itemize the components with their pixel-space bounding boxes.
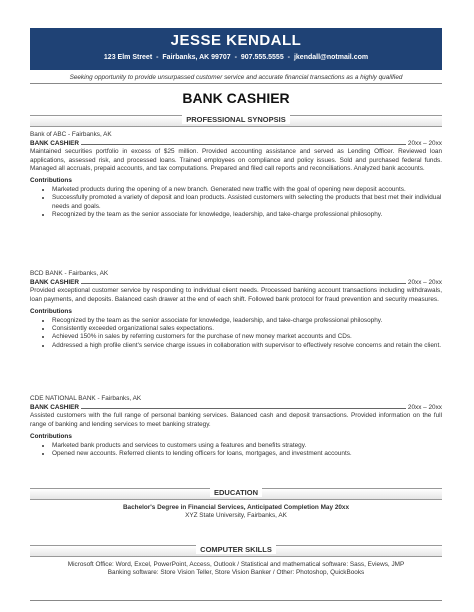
- dotted-leader: [81, 278, 406, 284]
- role-row: [30, 139, 442, 148]
- education-block: [30, 504, 442, 520]
- job-summary: Maintained securities portfolio in excess of $25 million. Provided accounting assistance and served as Lending Officer. Reviewed loan applications, assessed risk, and processed loans. Trained employees on compliance and policy issues. Sold and purchased federal funds. Managed all accruals, prepaid accounts, and tax computations. Prepared and filed call reports and reconciliations. Analyzed bank accounts.: [30, 148, 442, 172]
- resume-header: [30, 28, 442, 70]
- contributions-label: Contributions: [30, 432, 72, 440]
- contact-email: jkendall@notmail.com: [293, 54, 369, 61]
- role-title: BANK CASHIER: [30, 279, 79, 287]
- role-title: BANK CASHIER: [30, 404, 79, 412]
- section-heading-synopsis: PROFESSIONAL SYNOPSIS: [30, 115, 442, 124]
- objective-statement: Seeking opportunity to provide unsurpassed customer service and accurate financial transactions as a highly qualified: [69, 74, 403, 81]
- candidate-name: JESSE KENDALL: [170, 32, 302, 49]
- degree: Bachelor's Degree in Financial Services, Anticipated Completion May 20xx: [122, 504, 350, 511]
- contact-phone: 907.555.5555: [240, 54, 284, 61]
- contact-city: Fairbanks, AK 99707: [162, 54, 231, 61]
- role-row: [30, 278, 442, 287]
- contact-address: 123 Elm Street: [103, 54, 153, 61]
- list-item: • Achieved 150% in sales by referring customers for the purchase of new money market accounts and CDs.: [52, 333, 442, 341]
- employment-dates: 20xx – 20xx: [407, 279, 442, 287]
- job-summary: Provided exceptional customer service by responding to individual client needs. Processed banking account transactions including withdrawals, loan payments, and deposits. Balanced cash drawer at the end of each shift. Followed bank protocol for fraud prevention and security measures.: [30, 287, 442, 303]
- contributions-list: [30, 442, 442, 458]
- divider: [30, 600, 442, 601]
- contact-separator: -: [234, 54, 237, 61]
- employer-name: Bank of ABC - Fairbanks, AK: [30, 131, 112, 138]
- job-entry: [30, 270, 442, 350]
- school: XYZ State University, Fairbanks, AK: [185, 512, 287, 520]
- role-row: [30, 403, 442, 412]
- list-item: • Marketed products during the opening of a new branch. Generated new traffic with the goal of opening new deposit accounts.: [52, 186, 442, 194]
- job-entry: [30, 395, 442, 458]
- section-heading-education: EDUCATION: [30, 488, 442, 497]
- list-item: • Addressed a high profile client's service charge issues in collaboration with supervisor to effectively resolve concerns and retain the client.: [52, 342, 442, 350]
- contributions-list: [30, 186, 442, 219]
- job-entry: [30, 131, 442, 219]
- job-summary: Assisted customers with the full range of personal banking services. Balanced cash and deposit transactions. Provided information on the full range of banking and lending services to meet banking strategy.: [30, 412, 442, 428]
- list-item: • Recognized by the team as the senior associate for knowledge, leadership, and take-charge professional philosophy.: [52, 317, 442, 325]
- employment-dates: 20xx – 20xx: [407, 404, 442, 412]
- contact-line: [30, 54, 442, 61]
- contributions-label: Contributions: [30, 307, 72, 315]
- skills-line: Banking software: Store Vision Teller, Store Vision Banker / Other: Photoshop, QuickBooks: [107, 569, 365, 577]
- role-title: BANK CASHIER: [30, 140, 79, 148]
- dotted-leader: [81, 139, 406, 145]
- employer-name: CDE NATIONAL BANK - Fairbanks, AK: [30, 395, 142, 402]
- divider: [30, 83, 442, 84]
- contact-separator: -: [287, 54, 291, 61]
- contributions-label: Contributions: [30, 177, 72, 185]
- target-job-title: BANK CASHIER: [182, 90, 290, 106]
- employment-dates: 20xx – 20xx: [407, 140, 442, 148]
- list-item: • Successfully promoted a variety of deposit and loan products. Assisted customers with selecting the products that best met their individual needs and goals.: [52, 194, 442, 210]
- list-item: • Marketed bank products and services to customers using a features and benefits strategy.: [52, 442, 442, 450]
- list-item: • Opened new accounts. Referred clients to lending officers for loans, mortgages, and investment accounts.: [52, 450, 442, 458]
- skills-block: [30, 561, 442, 577]
- skills-line: Microsoft Office: Word, Excel, PowerPoint, Access, Outlook / Statistical and mathematical software: Sass, Eviews, JMP: [67, 561, 405, 568]
- contributions-list: [30, 317, 442, 350]
- list-item: • Consistently exceeded organizational sales expectations.: [52, 325, 442, 333]
- section-heading-skills: COMPUTER SKILLS: [30, 545, 442, 554]
- employer-name: BCD BANK - Fairbanks, AK: [30, 270, 109, 277]
- list-item: • Recognized by the team as the senior associate for knowledge, leadership, and take-charge professional philosophy.: [52, 211, 442, 219]
- contact-separator: -: [156, 54, 159, 61]
- dotted-leader: [81, 403, 406, 409]
